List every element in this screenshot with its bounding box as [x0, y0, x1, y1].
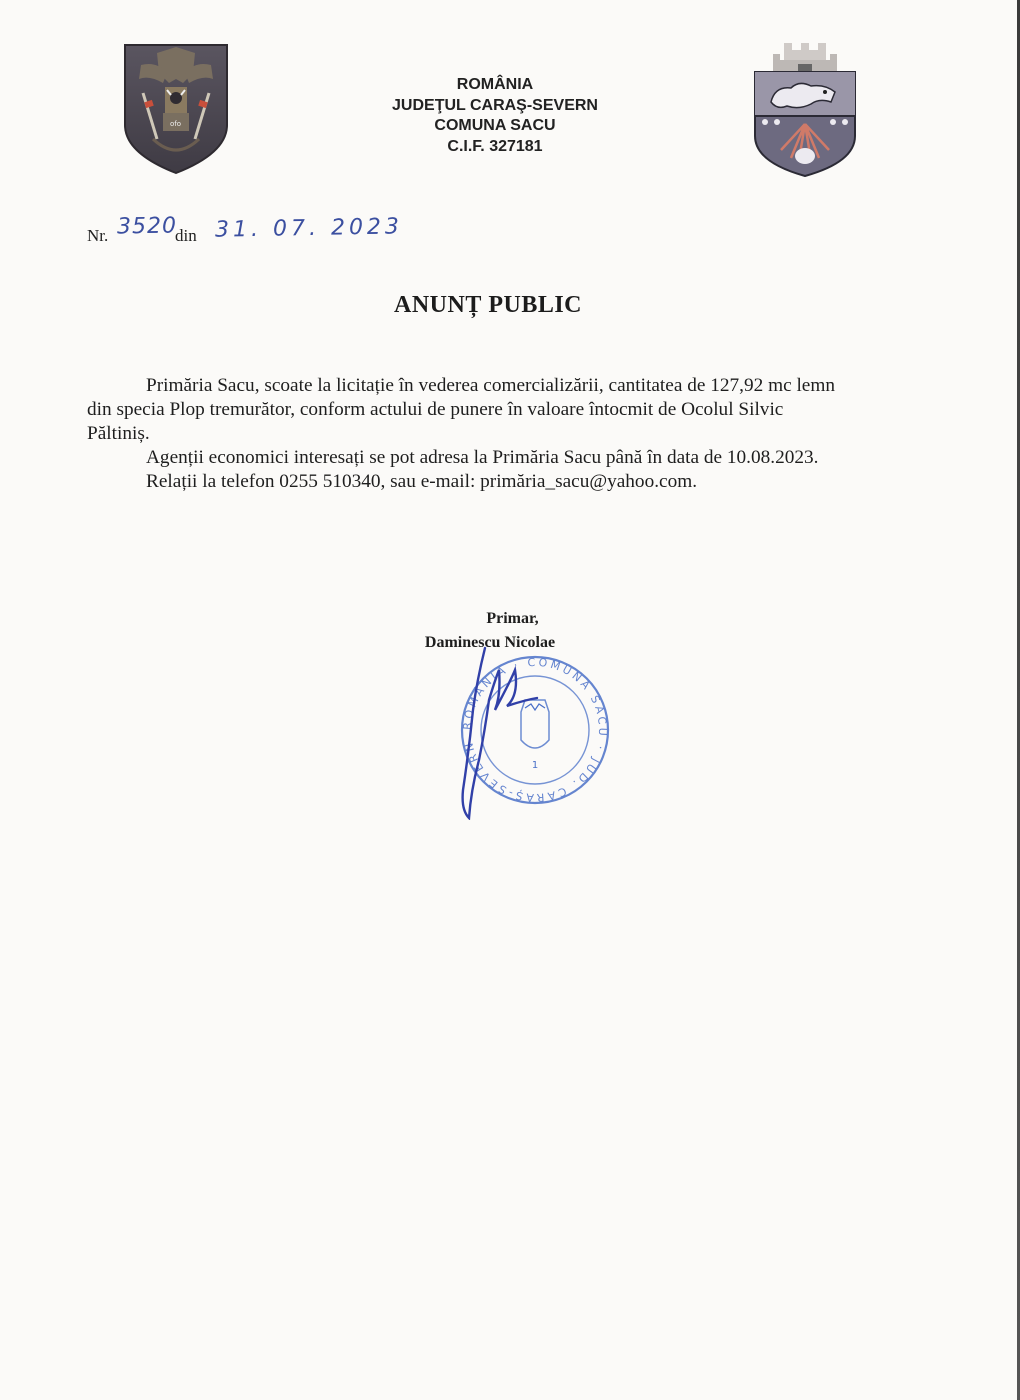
- paragraph-contact: Relații la telefon 0255 510340, sau e-mail: primăria_sacu@yahoo.com.: [146, 471, 698, 492]
- registry-din-label: din: [175, 226, 197, 245]
- registry-date-handwritten: 31. 07. 2023: [214, 214, 404, 243]
- romania-coat-of-arms-icon: [123, 43, 229, 175]
- sacu-commune-coat-of-arms-icon: [751, 40, 859, 178]
- document-title: ANUNȚ PUBLIC: [393, 292, 582, 318]
- registry-number-handwritten: 3520: [116, 213, 178, 240]
- official-stamp-with-signature: [455, 640, 615, 820]
- announcement-body: [87, 374, 847, 494]
- signatory-role: Primar,: [486, 610, 539, 627]
- svg-text:ofo: ofo: [170, 120, 182, 128]
- institution-header: [300, 75, 690, 157]
- stamp-ring-text: ROMÂNIA · COMUNA SACU · JUD. CARAȘ-SEVERN: [460, 655, 610, 805]
- header-country: ROMÂNIA: [456, 76, 534, 93]
- header-commune: COMUNA SACU: [434, 117, 556, 134]
- paragraph-auction: Primăria Sacu, scoate la licitație în vederea comercializării, cantitatea de 127,92 mc lemn din specia Plop tremurător, conform actului de punere în valoare întocmit de Ocolul Silvic Păltiniș.: [87, 375, 835, 444]
- paragraph-deadline: Agenții economici interesați se pot adresa la Primăria Sacu până în data de 10.08.2023.: [146, 447, 819, 468]
- header-county: JUDEŢUL CARAŞ-SEVERN: [392, 96, 598, 114]
- registry-nr-label: Nr.: [87, 226, 109, 245]
- stamp-number: 1: [531, 760, 539, 771]
- signatory-name: Daminescu Nicolae: [424, 634, 556, 651]
- header-fiscal-code: C.I.F. 327181: [447, 137, 543, 155]
